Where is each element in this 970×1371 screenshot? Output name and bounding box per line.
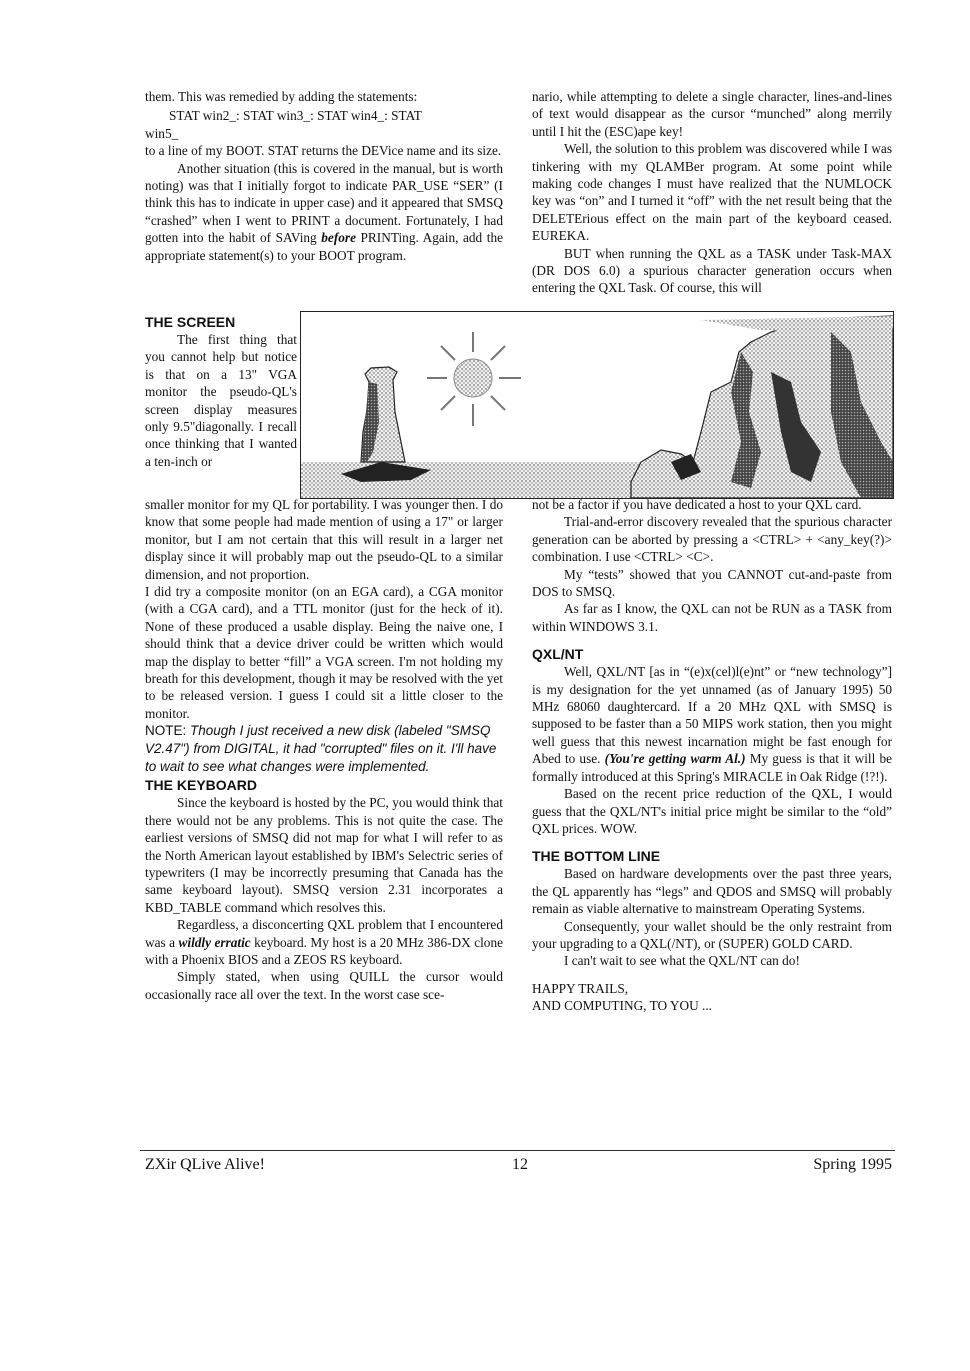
paragraph: I can't wait to see what the QXL/NT can do! xyxy=(564,953,800,969)
note-label: NOTE: xyxy=(145,723,187,739)
paragraph: BUT when running the QXL as a TASK under Task-MAX (DR DOS 6.0) a spurious character generation occurs when entering the QXL Task. Of course, this will xyxy=(532,245,892,296)
paragraph: As far as I know, the QXL can not be RUN as a TASK from within WINDOWS 3.1. xyxy=(532,601,892,634)
paragraph: Based on the recent price reduction of the QXL, I would guess that the QXL/NT's initial price might be similar to the “old” QXL prices. WOW. xyxy=(532,786,892,836)
section-heading-keyboard: THE KEYBOARD xyxy=(145,777,258,794)
screen-section xyxy=(145,313,305,331)
right-column-main xyxy=(532,496,892,1015)
right-column-top xyxy=(532,88,892,297)
paragraph: smaller monitor for my QL for portability. I was younger then. I do know that some people had made mention of using a 17" or larger monitor, but I am not certain that this will result in a larger net display since it will probably map out the pseudo-QL to a similar dimension, and not proportion. xyxy=(145,497,503,582)
code-statement-continued: win5_ xyxy=(145,125,179,141)
paragraph: Trial-and-error discovery revealed that the spurious character generation can be aborted by pressing a <CTRL> + <any_key(?)> combination. I use <CTRL> <C>. xyxy=(532,514,892,565)
left-column-main xyxy=(145,496,503,1003)
footer-issue: Spring 1995 xyxy=(813,1156,892,1173)
screen-wrap-text xyxy=(145,331,297,470)
paragraph: The first thing that you cannot help but notice is that on a 13" VGA monitor the pseudo-QL's screen display measures only 9.5"diagonally. I recall once thinking that I wanted a ten-inch or xyxy=(145,332,297,469)
landscape-image xyxy=(301,312,893,498)
paragraph: Since the keyboard is hosted by the PC, you would think that there would not be any problems. This is not quite the case. The earliest versions of SMSQ did not map for what I will refer to as the North American layout established by IBM's Selectric series of typewriters (I may be incorrectly presuming that Canada has the same keyboard layout). SMSQ version 2.31 incorporates a KBD_TABLE command which resolves this. xyxy=(145,795,503,915)
section-heading-screen: THE SCREEN xyxy=(145,314,236,330)
paragraph: Well, the solution to this problem was discovered while I was tinkering with my QLAMBer program. At some point while making code changes I must have realized that the NUMLOCK key was “on” and I turned it “off” with the net result being that the DELETErious effect on the main part of the keyboard ceased. EUREKA. xyxy=(532,141,892,244)
paragraph: Well, QXL/NT [as in “(e)x(cel)l(e)nt” or “new technology”] is my designation for the yet unnamed (as of January 1995) 50 MHz 68060 daughtercard. If a 20 MHz QXL with SMSQ is supposed to be faster than a 50 MIPS work station, then you might well guess that this newest incarnation might be fast enough for Abed to use. (You're getting warm Al.) My guess is that it will be formally introduced at this Spring's MIRACLE in Oak Ridge (!?!). xyxy=(532,664,893,784)
sign-off-line: AND COMPUTING, TO YOU ... xyxy=(532,998,713,1014)
paragraph: Based on hardware developments over the past three years, the QL apparently has “legs” and QDOS and SMSQ will probably remain as viable alternative to mainstream Operating Systems. xyxy=(532,866,892,917)
footer-rule xyxy=(140,1150,895,1151)
note-text: Though I just received a new disk (labeled "SMSQ V2.47") from DIGITAL, it had "corrupted" files on it. I'll have to wait to see what changes were implemented. xyxy=(145,723,497,775)
paragraph: Simply stated, when using QUILL the cursor would occasionally race all over the text. In the worst case sce- xyxy=(145,969,503,1002)
paragraph: My “tests” showed that you CANNOT cut-and-paste from DOS to SMSQ. xyxy=(532,566,892,600)
sign-off-line: HAPPY TRAILS, xyxy=(532,980,629,996)
left-column-top xyxy=(145,88,503,264)
paragraph: not be a factor if you have dedicated a host to your QXL card. xyxy=(532,497,862,512)
section-heading-qxlnt: QXL/NT xyxy=(532,646,584,663)
paragraph: Another situation (this is covered in the manual, but is worth noting) was that I initially forgot to indicate PAR_USE “SER” (I think this has to indicate in upper case) and it appeared that SMSQ “crashed” when I went to PRINT a document. Fortunately, I had gotten into the habit of SAVing before PRINTing. Again, add the appropriate statement(s) to your BOOT program. xyxy=(145,160,503,263)
paragraph: to a line of my BOOT. STAT returns the DEVice name and its size. xyxy=(145,143,502,159)
paragraph: nario, while attempting to delete a single character, lines-and-lines of text would disappear as the cursor “munched” along merrily until I hit the (ESC)ape key! xyxy=(532,89,892,139)
paragraph: Consequently, your wallet should be the only restraint from your upgrading to a QXL(/NT), or (SUPER) GOLD CARD. xyxy=(532,918,892,951)
paragraph: I did try a composite monitor (on an EGA card), a CGA monitor (with a CGA card), and a TTL monitor (just for the heck of it). None of these produced a usable display. Being the naive one, I should think that a device driver could be written which would map the display to better “fill” a VGA screen. I'm not holding my breath for this development, though it may be resolved with the yet to be released version. I guess I could sit a little closer to the monitor. xyxy=(145,584,503,721)
paragraph: Regardless, a disconcerting QXL problem that I encountered was a wildly erratic keyboard. My host is a 20 MHz 386-DX clone with a Phoenix BIOS and a ZEOS RS keyboard. xyxy=(145,917,504,967)
section-heading-bottom-line: THE BOTTOM LINE xyxy=(532,848,661,865)
footer-publication: ZXir QLive Alive! xyxy=(145,1156,265,1173)
paragraph: them. This was remedied by adding the statements: xyxy=(145,89,418,104)
desert-landscape-illustration xyxy=(300,311,894,499)
code-statement: STAT win2_: STAT win3_: STAT win4_: STAT xyxy=(169,108,422,124)
page-number: 12 xyxy=(512,1156,528,1173)
note-block xyxy=(145,722,503,776)
